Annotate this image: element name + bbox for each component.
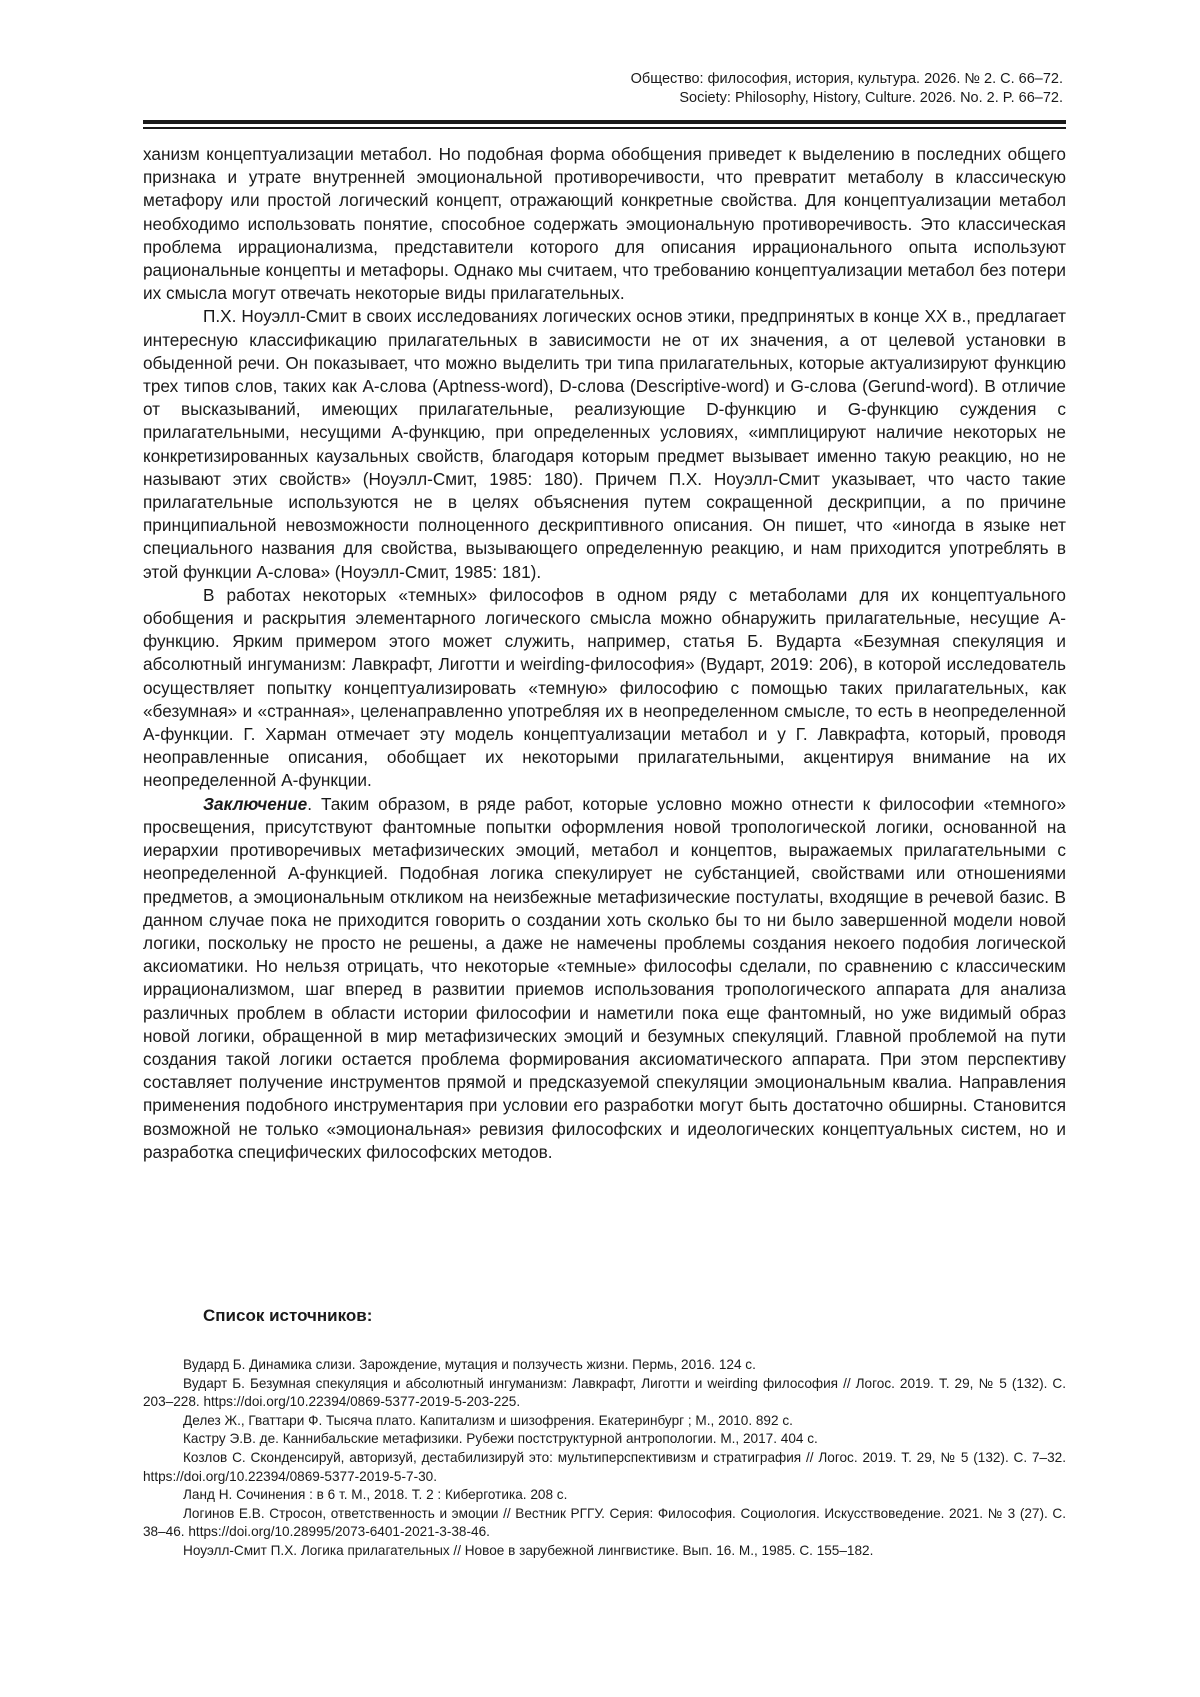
reference-list — [143, 1356, 1066, 1561]
sources-heading: Список источников: — [203, 1306, 373, 1325]
paragraph-conclusion — [143, 793, 1066, 1164]
reference-item: Кастру Э.В. де. Каннибальские метафизики. Рубежи постструктурной антропологии. М., 2017. 404 с. — [183, 1431, 818, 1447]
running-header — [631, 70, 1063, 108]
header-rule-thin — [143, 127, 1066, 129]
header-rule-thick — [143, 120, 1066, 124]
reference-item: Ноуэлл-Смит П.Х. Логика прилагательных // Новое в зарубежной лингвистике. Вып. 16. М., 1985. С. 155–182. — [183, 1542, 874, 1558]
reference-item: Делез Ж., Гваттари Ф. Тысяча плато. Капитализм и шизофрения. Екатеринбург ; М., 2010. 892 с. — [183, 1412, 793, 1428]
paragraph-continuation: ханизм концептуализации метабол. Но подобная форма обобщения приведет к выделению в последних общего признака и утрате внутренней эмоциональной противоречивости, что превратит метаболу в классическую метафору или простой логический концепт, отражающий конкретные свойства. Для концептуализации метабол необходимо использовать понятие, способное содержать эмоциональную противоречивость. Это классическая проблема иррационализма, представители которого для описания иррационального опыта используют рациональные концепты и метафоры. Однако мы считаем, что требованию концептуализации метабол без потери их смысла могут отвечать некоторые виды прилагательных. — [143, 144, 1066, 304]
paragraph-nowell-smith: П.Х. Ноуэлл-Смит в своих исследованиях логических основ этики, предпринятых в конце XX в., предлагает интересную классификацию прилагательных в зависимости не от их значения, а от целевой установки в обыденной речи. Он показывает, что можно выделить три типа прилагательных, которые актуализируют функцию трех типов слов, таких как A-слова (Aptness-word), D-слова (Descriptive-word) и G-слова (Gerund-word). В отличие от высказываний, имеющих прилагательные, реализующие D-функцию и G-функцию суждения с прилагательными, несущими A-функцию, при определенных условиях, «имплицируют наличие некоторых не конкретизированных каузальных свойств, благодаря которым предмет вызывает именно такую реакцию, но не называют этих свойств» (Ноуэлл-Смит, 1985: 180). Причем П.Х. Ноуэлл-Смит указывает, что часто такие прилагательные используются не в целях объяснения путем сокращенной дескрипции, а по причине принципиальной невозможности полноценного дескриптивного описания. Он пишет, что «иногда в языке нет специального названия для свойства, вызывающего определенную реакцию, и нам приходится употреблять в этой функции A-слова» (Ноуэлл-Смит, 1985: 181). — [143, 306, 1066, 582]
header-citation-ru: Общество: философия, история, культура. 2026. № 2. С. 66–72. — [630, 71, 1063, 87]
paragraph-dark-philosophers: В работах некоторых «темных» философов в одном ряду с метаболами для их концептуального обобщения и раскрытия элементарного логического смысла можно обнаружить прилагательные, несущие A-функцию. Ярким примером этого может служить, например, статья Б. Вударта «Безумная спекуляция и абсолютный ингуманизм: Лавкрафт, Лиготти и weirding-философия» (Вударт, 2019: 206), в которой исследователь осуществляет попытку концептуализировать «темную» философию с помощью таких прилагательных, как «безумная» и «странная», целенаправленно употребляя их в неопределенном смысле, то есть в неопределенной A-функции. Г. Харман отмечает эту модель концептуализации метабол и у Г. Лавкрафта, который, проводя неоправленные описания, обобщает их некоторыми прилагательными, акцентируя внимание на их неопределенной A-функции. — [143, 584, 1066, 791]
article-body — [143, 143, 1066, 1164]
reference-item: Ланд Н. Сочинения : в 6 т. М., 2018. Т. 2 : Киберготика. 208 с. — [183, 1487, 568, 1503]
conclusion-text: . Таким образом, в ряде работ, которые условно можно отнести к философии «темного» просвещения, присутствуют фантомные попытки оформления новой тропологической логики, основанной на иерархии противоречивых метафизических эмоций, метабол и концептов, выражаемых прилагательными с неопределенной A-функцией. Подобная логика спекулирует не субстанцией, свойствами или отношениями предметов, а эмоциональным откликом на неизбежные метафизические постулаты, входящие в речевой базис. В данном случае пока не приходится говорить о создании хоть сколько бы то ни было завершенной модели новой логики, поскольку не просто не решены, а даже не намечены проблемы создания некоего подобия логической аксиоматики. Но нельзя отрицать, что некоторые «темные» философы сделали, по сравнению с классическим иррационализмом, шаг вперед в развитии приемов использования тропологического аппарата для анализа различных проблем в области истории философии и наметили пока еще фантомный, но уже видимый образ новой логики, обращенной в мир метафизических эмоций и безумных спекуляций. Главной проблемой на пути создания такой логики остается проблема формирования аксиоматического аппарата. При этом перспективу составляет получение инструментов прямой и предсказуемой спекуляции эмоциональным квалиа. Направления применения подобного инструментария при условии его разработки могут быть достаточно обширны. Становится возможной не только «эмоциональная» ревизия философских и идеологических концептуальных систем, но и разработка специфических философских методов. — [143, 793, 1066, 1162]
reference-item: Вудард Б. Динамика слизи. Зарождение, мутация и ползучесть жизни. Пермь, 2016. 124 с. — [183, 1357, 756, 1372]
reference-item: Козлов С. Сконденсируй, авторизуй, дестабилизируй это: мультиперспективизм и стратиграфия // Логос. 2019. Т. 29, № 5 (132). С. 7–32. https://doi.org/10.22394/0869-5377-2019-5-7-30. — [143, 1449, 1066, 1484]
header-citation-en: Society: Philosophy, History, Culture. 2026. No. 2. P. 66–72. — [679, 90, 1063, 106]
reference-item: Вударт Б. Безумная спекуляция и абсолютный ингуманизм: Лавкрафт, Лиготти и weirding философия // Логос. 2019. Т. 29, № 5 (132). С. 203–228. https://doi.org/10.22394/0869-5377-2019-5-203-225. — [143, 1375, 1066, 1410]
conclusion-lead: Заключение — [203, 793, 308, 814]
reference-item: Логинов Е.В. Стросон, ответственность и эмоции // Вестник РГГУ. Серия: Философия. Социология. Искусствоведение. 2021. № 3 (27). С. 38–46. https://doi.org/10.28995/2073-6401-2021-3-38-46. — [143, 1505, 1066, 1540]
